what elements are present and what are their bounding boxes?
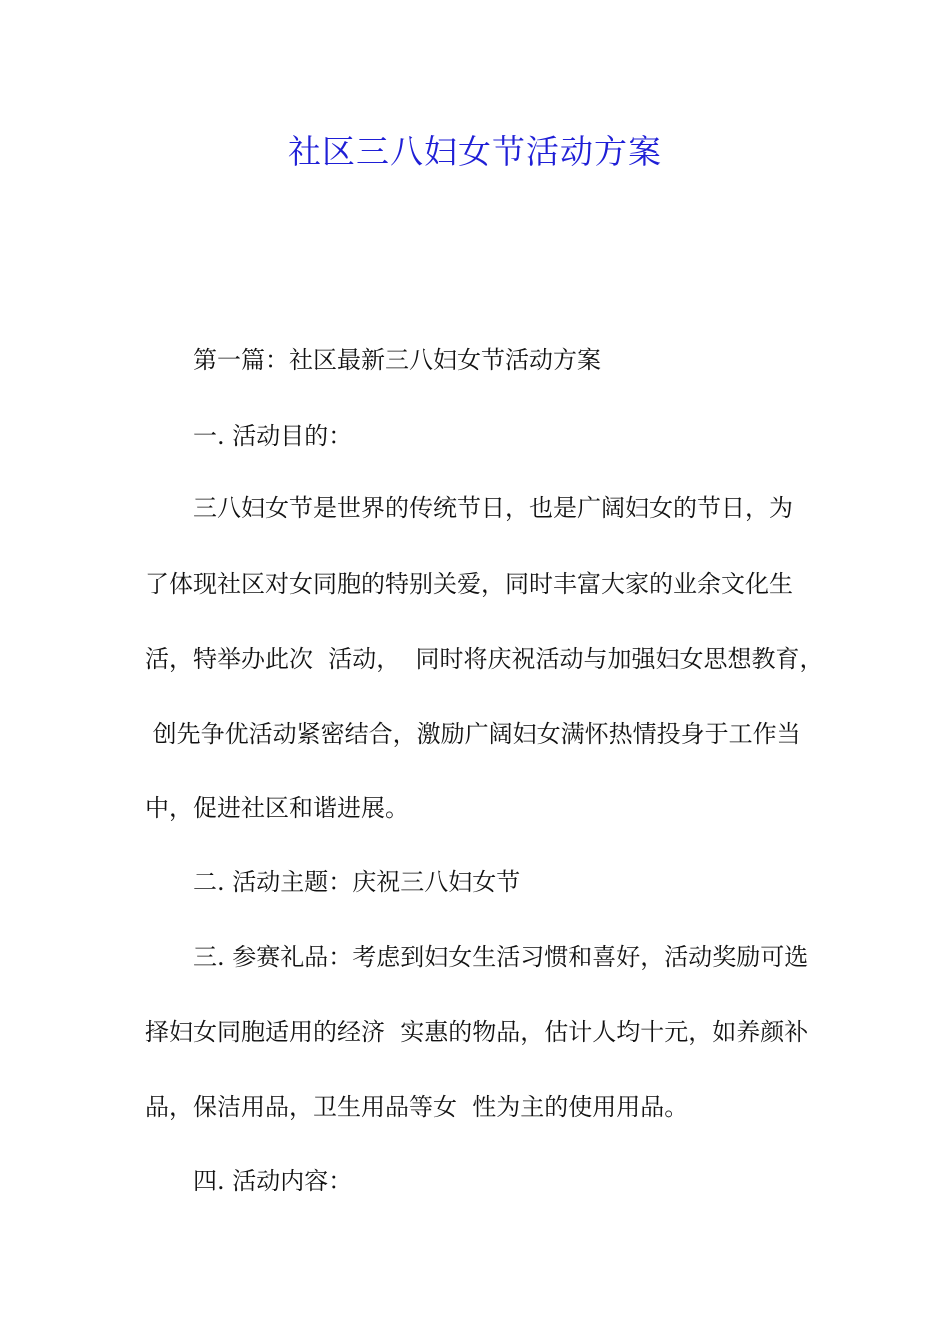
paragraph-line: 品，保洁用品，卫生用品等女 性为主的使用用品。 xyxy=(145,1093,689,1121)
paragraph-line: 三. 参赛礼品：考虑到妇女生活习惯和喜好，活动奖励可选 xyxy=(193,943,809,971)
paragraph-line: 三八妇女节是世界的传统节日，也是广阔妇女的节日，为 xyxy=(193,494,793,522)
heading-activity-purpose: 一. 活动目的： xyxy=(193,422,353,450)
section-heading-part-one: 第一篇：社区最新三八妇女节活动方案 xyxy=(193,346,601,374)
paragraph-line: 活，特举办此次 活动， 同时将庆祝活动与加强妇女思想教育， xyxy=(145,645,824,673)
paragraph-line: 择妇女同胞适用的经济 实惠的物品，估计人均十元，如养颜补 xyxy=(145,1018,809,1046)
paragraph-line: 创先争优活动紧密结合，激励广阔妇女满怀热情投身于工作当 xyxy=(145,720,801,748)
paragraph-line: 中，促进社区和谐进展。 xyxy=(145,794,409,822)
document-title: 社区三八妇女节活动方案 xyxy=(288,132,662,171)
paragraph-line: 了体现社区对女同胞的特别关爱，同时丰富大家的业余文化生 xyxy=(145,570,793,598)
heading-activity-content: 四. 活动内容： xyxy=(193,1167,353,1195)
heading-activity-theme: 二. 活动主题：庆祝三八妇女节 xyxy=(193,868,521,896)
